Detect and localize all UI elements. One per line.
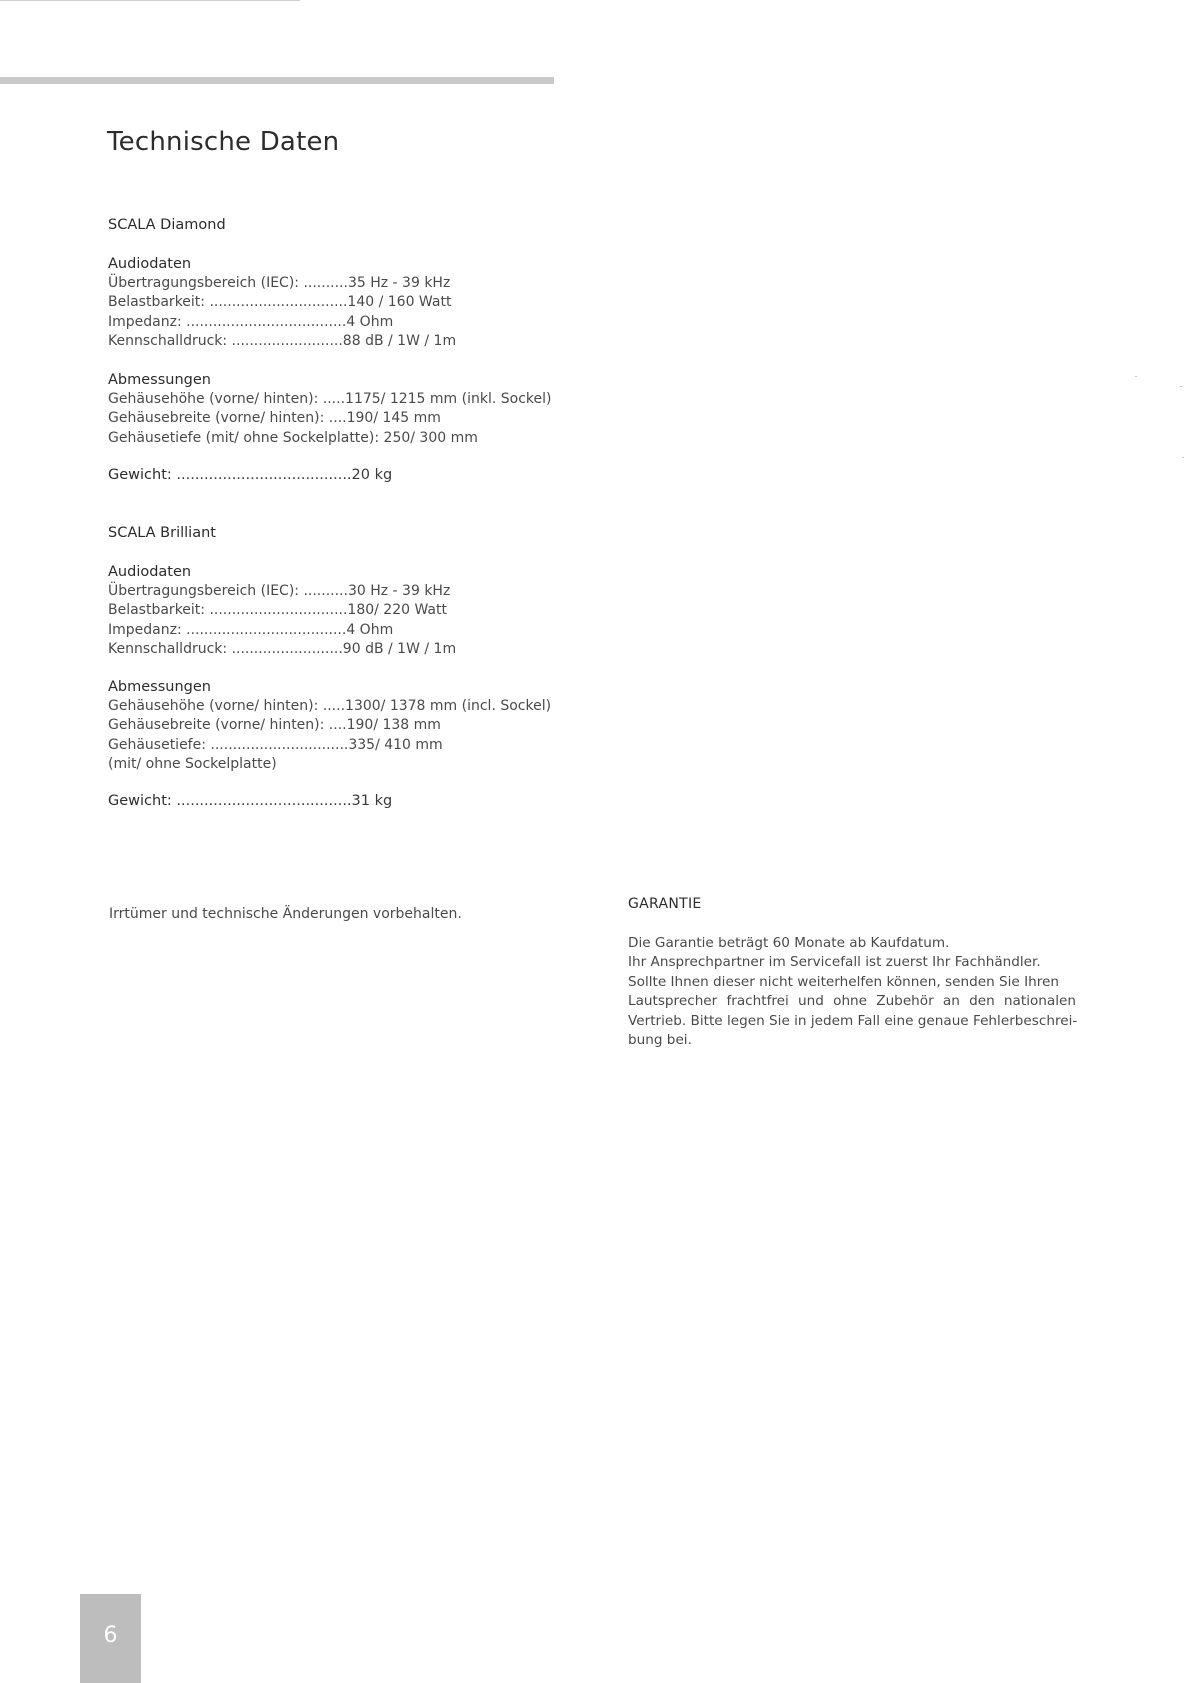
diamond-dims-section	[108, 371, 551, 448]
section-heading: Abmessungen	[108, 679, 211, 695]
section-heading: Audiodaten	[108, 256, 192, 272]
page-title: Technische Daten	[107, 127, 340, 157]
garantie-line: Ihr Ansprechpartner im Servicefall ist zuerst Ihr Fachhändler.	[628, 954, 1041, 971]
section-heading: Audiodaten	[108, 564, 192, 580]
section-heading: Abmessungen	[108, 372, 211, 388]
garantie-line: Lautsprecher frachtfrei und ohne Zubehör an den nationalen	[628, 993, 1076, 1010]
spec-row: (mit/ ohne Sockelplatte)	[108, 755, 277, 772]
scan-speck	[1135, 376, 1137, 377]
spec-row: Gehäusebreite (vorne/ hinten): ....190/ 145 mm	[108, 410, 441, 427]
product-name-brilliant: SCALA Brilliant	[108, 525, 216, 541]
spec-row: Übertragungsbereich (IEC): ..........35 Hz - 39 kHz	[108, 275, 451, 291]
diamond-audio-section	[108, 255, 456, 351]
diamond-weight	[108, 467, 392, 483]
product-name-diamond: SCALA Diamond	[108, 217, 226, 233]
page-number: 6	[103, 1623, 118, 1648]
weight-value: ......................................31 kg	[171, 793, 393, 809]
spec-row: Kennschalldruck: .........................90 dB / 1W / 1m	[108, 640, 457, 657]
garantie-line: Sollte Ihnen dieser nicht weiterhelfen können, senden Sie Ihren	[628, 973, 1059, 990]
garantie-text	[628, 934, 1076, 1050]
page-number-box	[80, 1594, 141, 1683]
garantie-heading: GARANTIE	[628, 896, 702, 912]
spec-row: Impedanz: ....................................4 Ohm	[108, 313, 394, 330]
weight-value: ......................................20 kg	[171, 467, 393, 483]
scan-speck	[1180, 386, 1182, 387]
brilliant-audio-section	[108, 563, 456, 659]
scan-speck	[1182, 457, 1184, 458]
garantie-line: Die Garantie beträgt 60 Monate ab Kaufdatum.	[628, 935, 950, 951]
spec-row: Impedanz: ....................................4 Ohm	[108, 621, 394, 638]
garantie-line: Vertrieb. Bitte legen Sie in jedem Fall eine genaue Fehlerbeschrei-	[628, 1012, 1078, 1029]
spec-row: Gehäusebreite (vorne/ hinten): ....190/ 138 mm	[108, 717, 441, 734]
spec-row: Gehäusehöhe (vorne/ hinten): .....1175/ 1215 mm (inkl. Sockel)	[108, 391, 552, 407]
weight-label: Gewicht:	[108, 793, 172, 809]
spec-row: Belastbarkeit: ...............................180/ 220 Watt	[108, 602, 447, 619]
spec-row: Belastbarkeit: ...............................140 / 160 Watt	[108, 294, 452, 311]
spec-row: Gehäusetiefe: ...............................335/ 410 mm	[108, 736, 443, 753]
spec-row: Übertragungsbereich (IEC): ..........30 Hz - 39 kHz	[108, 583, 451, 599]
spec-row: Gehäusehöhe (vorne/ hinten): .....1300/ 1378 mm (incl. Sockel)	[108, 698, 552, 714]
spec-row: Gehäusetiefe (mit/ ohne Sockelplatte): 250/ 300 mm	[108, 429, 478, 446]
top-edge-line	[0, 0, 300, 1]
garantie-line: bung bei.	[628, 1032, 692, 1049]
brilliant-weight	[108, 793, 392, 809]
brilliant-dims-section	[108, 678, 551, 774]
weight-label: Gewicht:	[108, 467, 172, 483]
disclaimer-text: Irrtümer und technische Änderungen vorbehalten.	[109, 906, 462, 922]
spec-row: Kennschalldruck: .........................88 dB / 1W / 1m	[108, 332, 457, 349]
header-bar	[0, 77, 554, 84]
